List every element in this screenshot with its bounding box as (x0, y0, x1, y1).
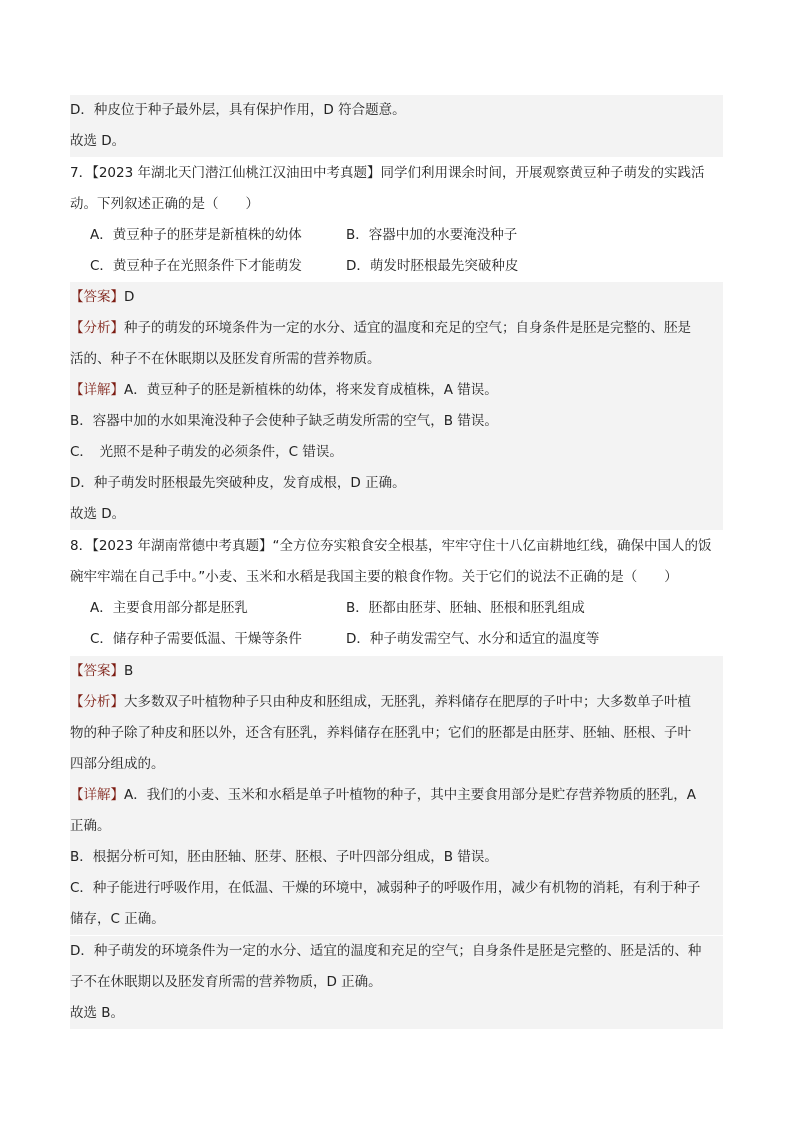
q7-stem-line1 (70, 158, 723, 189)
q8-detail-d-line2 (70, 967, 723, 998)
q7-option-d: D．萌发时胚根最先突破种皮 (346, 258, 519, 274)
q8-stem-text-1: “全方位夯实粮食安全根基，牢牢守住十八亿亩耕地红线，确保中国人的饭 (272, 538, 712, 554)
q7-option-a: A．黄豆种子的胚芽是新植株的幼体 (90, 227, 302, 243)
q8-conclusion-text: 故选 B。 (70, 1005, 125, 1021)
q8-detail-d-text-1: D．种子萌发的环境条件为一定的水分、适宜的温度和充足的空气；自身条件是胚是完整的、胚是活的、种 (70, 943, 702, 959)
q7-analysis-line2 (70, 344, 723, 375)
q7-analysis-text-2: 活的、种子不在休眠期以及胚发育所需的营养物质。 (70, 351, 381, 367)
q8-detail-a-text-2: 正确。 (70, 818, 111, 834)
q7-detail-b-text: B．容器中加的水如果淹没种子会使种子缺乏萌发所需的空气，B 错误。 (70, 413, 498, 429)
q8-detail-a-line2 (70, 811, 723, 842)
q7-answer-tag: 【答案】 (70, 289, 124, 305)
q8-option-a: A．主要食用部分都是胚乳 (90, 600, 248, 616)
q8-answer (70, 656, 723, 687)
q7-detail-a (70, 375, 723, 406)
q8-analysis-line1 (70, 687, 723, 718)
q7-analysis-text-1: 种子的萌发的环境条件为一定的水分、适宜的温度和充足的空气；自身条件是胚是完整的、胚是 (124, 320, 691, 336)
q8-detail-b-text: B．根据分析可知，胚由胚轴、胚芽、胚根、子叶四部分组成，B 错误。 (70, 849, 498, 865)
q8-stem-line1 (70, 531, 723, 562)
q8-option-d: D．种子萌发需空气、水分和适宜的温度等 (346, 631, 600, 647)
q7-analysis-tag: 【分析】 (70, 320, 124, 336)
q8-detail-b (70, 842, 723, 873)
q8-answer-tag: 【答案】 (70, 663, 124, 679)
q6-detail-d (70, 95, 723, 126)
q6-conclusion-text: 故选 D。 (70, 133, 126, 149)
q7-detail-a-text: A．黄豆种子的胚是新植株的幼体，将来发育成植株，A 错误。 (124, 382, 498, 398)
q8-detail-c-text-2: 储存，C 正确。 (70, 911, 165, 927)
q7-stem-text-2: 动。下列叙述正确的是（ ） (70, 196, 259, 212)
q7-option-c: C．黄豆种子在光照条件下才能萌发 (90, 258, 302, 274)
q8-detail-c-line1 (70, 873, 723, 904)
q7-option-b: B．容器中加的水要淹没种子 (346, 227, 518, 243)
q7-conclusion (70, 499, 723, 530)
q8-analysis-line2 (70, 718, 723, 749)
q8-stem-text-2: 碗牢牢端在自己手中。”小麦、玉米和水稻是我国主要的粮食作物。关于它们的说法不正确的是（ ） (70, 569, 678, 585)
q7-detail-d-text: D．种子萌发时胚根最先突破种皮，发育成根，D 正确。 (70, 475, 406, 491)
q8-detail-c-text-1: C．种子能进行呼吸作用，在低温、干燥的环境中，减弱种子的呼吸作用，减少有机物的消耗，有利于种子 (70, 880, 701, 896)
q8-detail-a-line1 (70, 780, 723, 811)
q8-analysis-line3 (70, 749, 723, 780)
q7-detail-c-text: C． 光照不是种子萌发的必须条件，C 错误。 (70, 444, 343, 460)
q8-detail-d-line1 (70, 936, 723, 967)
q7-analysis-line1 (70, 313, 723, 344)
q8-source: 【2023 年湖南常德中考真题】 (92, 538, 273, 554)
q8-stem-line2 (70, 562, 723, 593)
q8-answer-value: B (124, 663, 134, 679)
q8-option-c: C．储存种子需要低温、干燥等条件 (90, 631, 302, 647)
q8-analysis-text-2: 物的种子除了种皮和胚以外，还含有胚乳，养料储存在胚乳中；它们的胚都是由胚芽、胚轴、胚根、子叶 (70, 725, 691, 741)
q8-analysis-tag: 【分析】 (70, 694, 124, 710)
q7-detail-d (70, 468, 723, 499)
q6-detail-d-text: D．种皮位于种子最外层，具有保护作用，D 符合题意。 (70, 102, 406, 118)
q7-stem-line2 (70, 189, 723, 220)
q8-analysis-text-3: 四部分组成的。 (70, 756, 165, 772)
q8-detail-tag: 【详解】 (70, 787, 124, 803)
q8-analysis-text-1: 大多数双子叶植物种子只由种皮和胚组成，无胚乳，养料储存在肥厚的子叶中；大多数单子叶植 (124, 694, 691, 710)
q7-detail-c (70, 437, 723, 468)
q7-stem-text-1: 7．【2023 年湖北天门潜江仙桃江汉油田中考真题】同学们利用课余时间，开展观察黄豆种子萌发的实践活 (70, 165, 705, 181)
q7-detail-tag: 【详解】 (70, 382, 124, 398)
q8-number: 8． (70, 538, 93, 554)
q8-option-b: B．胚都由胚芽、胚轴、胚根和胚乳组成 (346, 600, 585, 616)
q8-detail-d-text-2: 子不在休眠期以及胚发育所需的营养物质，D 正确。 (70, 974, 382, 990)
q7-answer-value: D (124, 289, 135, 305)
q6-conclusion (70, 126, 723, 157)
q8-conclusion (70, 998, 723, 1029)
q8-detail-a-text-1: A．我们的小麦、玉米和水稻是单子叶植物的种子，其中主要食用部分是贮存营养物质的胚乳，A (124, 787, 696, 803)
q7-answer (70, 282, 723, 313)
q8-detail-c-line2 (70, 904, 723, 935)
q7-detail-b (70, 406, 723, 437)
q7-conclusion-text: 故选 D。 (70, 506, 126, 522)
